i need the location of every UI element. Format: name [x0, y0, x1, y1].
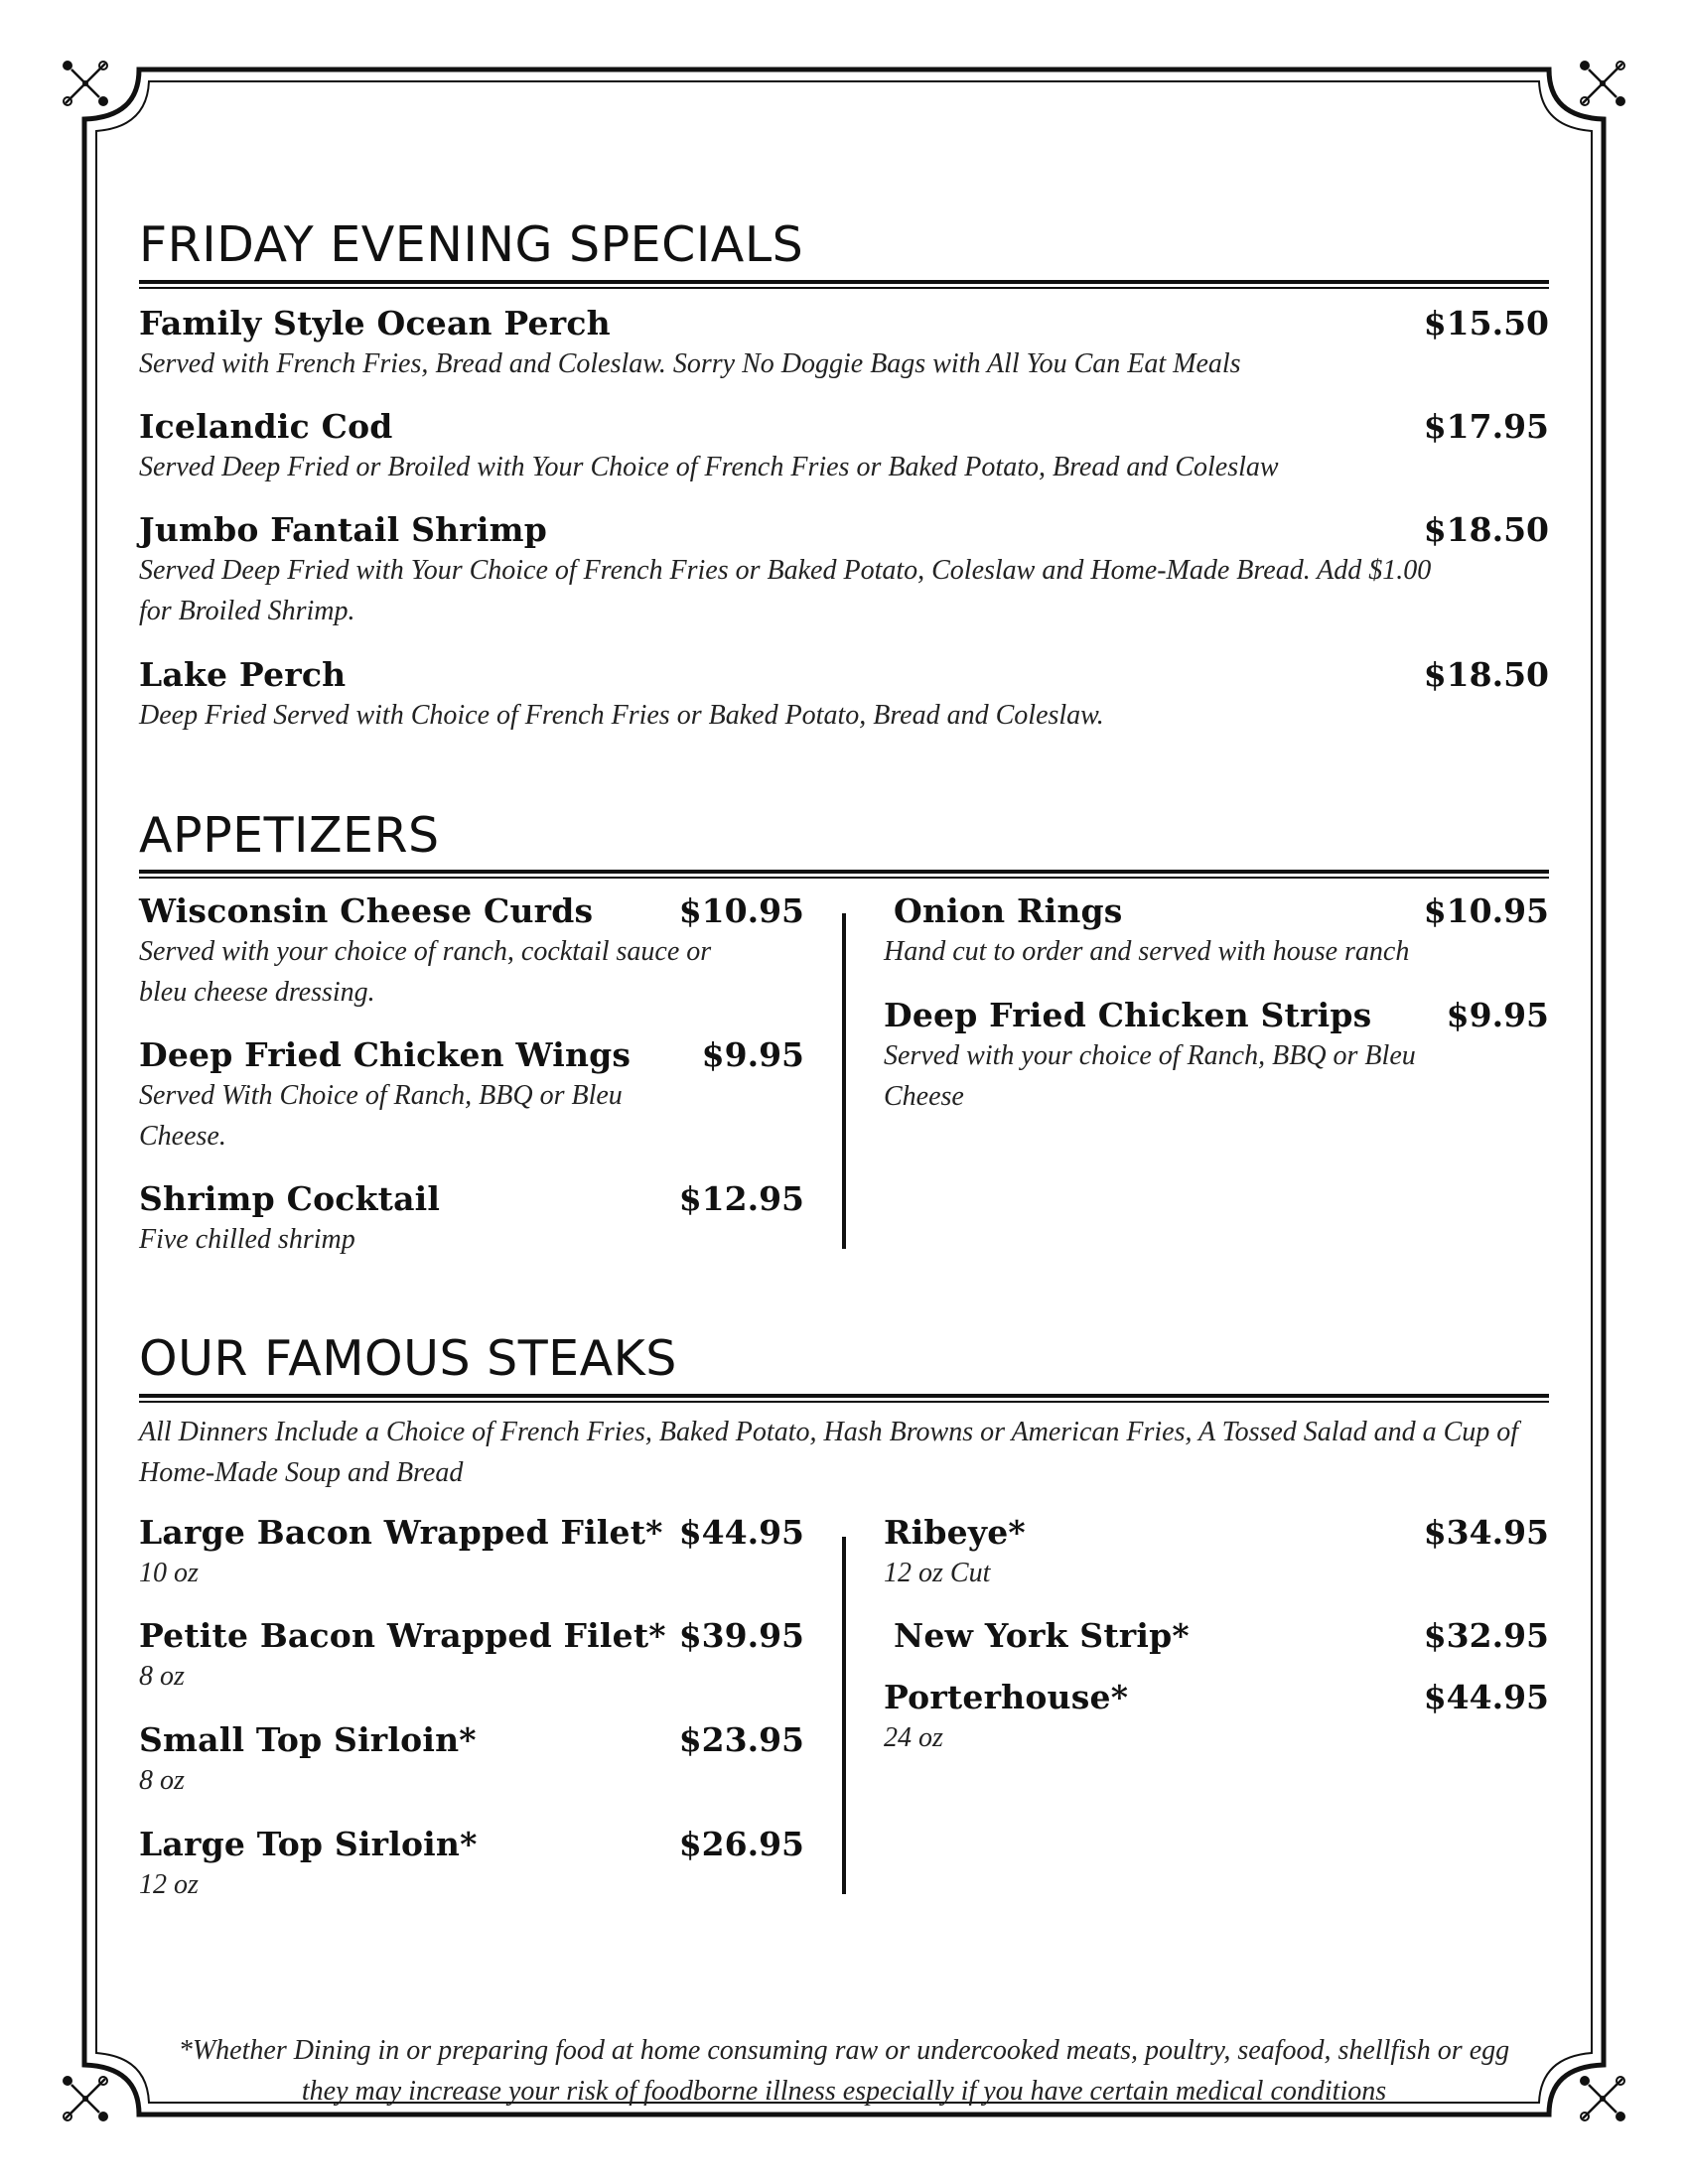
item-name: Lake Perch — [139, 655, 347, 694]
item-name: Shrimp Cocktail — [139, 1179, 441, 1218]
item-price: $12.95 — [678, 1179, 804, 1218]
item-price: $18.50 — [1423, 655, 1549, 694]
item-description: 12 oz — [139, 1869, 199, 1900]
item-price: $9.95 — [701, 1035, 804, 1074]
menu-item — [139, 510, 1549, 631]
item-description: 10 oz — [139, 1558, 199, 1588]
item-price: $44.95 — [678, 1513, 804, 1552]
menu-item — [139, 1035, 804, 1157]
item-description: Five chilled shrimp — [139, 1224, 355, 1255]
item-name: Large Bacon Wrapped Filet* — [139, 1513, 663, 1552]
item-price: $34.95 — [1423, 1513, 1549, 1552]
item-description: Served with your choice of ranch, cocktail sauce or bleu cheese dressing. — [139, 936, 712, 1008]
section-rule — [139, 870, 1549, 879]
item-price: $10.95 — [1423, 891, 1549, 930]
item-description: Served with your choice of Ranch, BBQ or Bleu Cheese — [884, 1040, 1416, 1112]
item-name: Family Style Ocean Perch — [139, 304, 611, 342]
item-description: Served Deep Fried or Broiled with Your Choice of French Fries or Baked Potato, Bread and Coleslaw — [139, 452, 1279, 482]
menu-item — [139, 304, 1549, 384]
item-price: $32.95 — [1423, 1616, 1549, 1655]
item-description: Served With Choice of Ranch, BBQ or Bleu Cheese. — [139, 1080, 623, 1152]
floral-ornament-icon — [1575, 56, 1630, 111]
column-divider — [842, 913, 846, 1249]
section-rule — [139, 280, 1549, 289]
column-divider — [842, 1537, 846, 1894]
item-name: Wisconsin Cheese Curds — [139, 891, 594, 930]
item-price: $44.95 — [1423, 1678, 1549, 1716]
menu-item — [884, 996, 1549, 1117]
item-name: New York Strip* — [894, 1616, 1190, 1655]
floral-ornament-icon — [58, 2071, 113, 2126]
item-price: $9.95 — [1446, 996, 1549, 1034]
item-price: $18.50 — [1423, 510, 1549, 549]
menu-item — [884, 1678, 1549, 1758]
section-rule — [139, 1394, 1549, 1403]
menu-item — [139, 1825, 804, 1905]
steaks-note: All Dinners Include a Choice of French Fries, Baked Potato, Hash Browns or American Fries, A Tossed Salad and a Cup of Home-Made Soup and Bread — [139, 1417, 1519, 1488]
menu-item — [139, 1720, 804, 1801]
menu-item — [884, 1513, 1549, 1593]
item-name: Onion Rings — [894, 891, 1123, 930]
section-title-steaks: OUR FAMOUS STEAKS — [139, 1330, 677, 1387]
food-safety-disclaimer: *Whether Dining in or preparing food at home consuming raw or undercooked meats, poultry, seafood, shellfish or egg they may increase your risk of foodborne illness especially if you have certain medical conditions — [178, 2035, 1510, 2107]
item-name: Porterhouse* — [884, 1678, 1129, 1716]
menu-item — [139, 407, 1549, 487]
item-price: $10.95 — [678, 891, 804, 930]
item-name: Deep Fried Chicken Strips — [884, 996, 1372, 1034]
item-price: $17.95 — [1423, 407, 1549, 446]
menu-item — [139, 891, 804, 1013]
item-description: Served Deep Fried with Your Choice of French Fries or Baked Potato, Coleslaw and Home-Made Bread. Add $1.00 for Broiled Shrimp. — [139, 555, 1432, 626]
floral-ornament-icon — [1575, 2071, 1630, 2126]
floral-ornament-icon — [58, 56, 113, 111]
item-price: $23.95 — [678, 1720, 804, 1759]
item-description: Hand cut to order and served with house ranch — [884, 936, 1410, 967]
section-title-friday-specials: FRIDAY EVENING SPECIALS — [139, 216, 804, 273]
item-name: Ribeye* — [884, 1513, 1026, 1552]
menu-item — [884, 891, 1549, 972]
item-price: $15.50 — [1423, 304, 1549, 342]
item-price: $39.95 — [678, 1616, 804, 1655]
item-price: $26.95 — [678, 1825, 804, 1863]
item-description: 8 oz — [139, 1661, 185, 1692]
item-name: Small Top Sirloin* — [139, 1720, 477, 1759]
item-description: Served with French Fries, Bread and Coleslaw. Sorry No Doggie Bags with All You Can Eat Meals — [139, 348, 1241, 379]
item-name: Deep Fried Chicken Wings — [139, 1035, 632, 1074]
item-description: 8 oz — [139, 1765, 185, 1796]
item-name: Jumbo Fantail Shrimp — [139, 510, 548, 549]
menu-item — [139, 1513, 804, 1593]
item-name: Petite Bacon Wrapped Filet* — [139, 1616, 666, 1655]
menu-item — [884, 1616, 1549, 1656]
menu-item — [139, 1179, 804, 1260]
item-name: Large Top Sirloin* — [139, 1825, 478, 1863]
menu-item — [139, 655, 1549, 736]
menu-item — [139, 1616, 804, 1697]
item-description: 24 oz — [884, 1722, 943, 1753]
section-title-appetizers: APPETIZERS — [139, 807, 440, 864]
item-description: Deep Fried Served with Choice of French Fries or Baked Potato, Bread and Coleslaw. — [139, 700, 1104, 731]
item-description: 12 oz Cut — [884, 1558, 991, 1588]
item-name: Icelandic Cod — [139, 407, 393, 446]
